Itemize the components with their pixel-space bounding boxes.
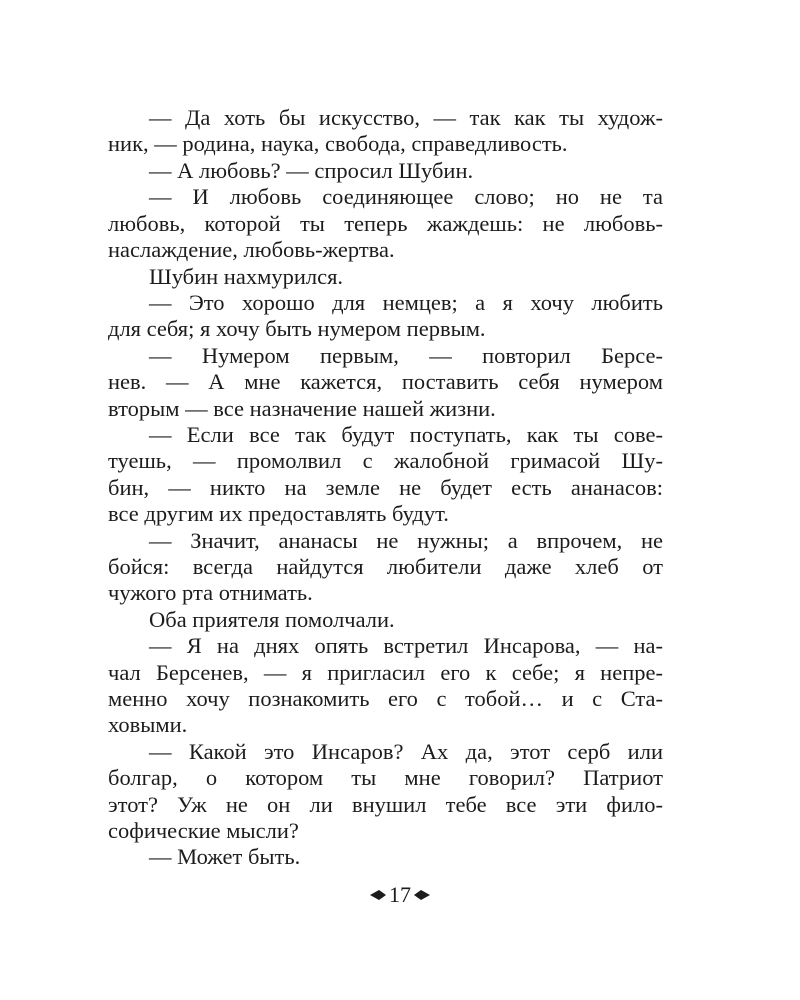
text-line: — Какой это Инсаров? Ах да, этот серб или (149, 739, 663, 764)
text-line: — Если все так будут поступать, как ты сове- (149, 422, 663, 447)
text-line: — И любовь соединяющее слово; но не та (149, 184, 663, 209)
text-line: — Нумером первым, — повторил Берсе- (149, 343, 663, 368)
text-line: для себя; я хочу быть нумером первым. (108, 316, 486, 341)
text-line: — Значит, ананасы не нужны; а впрочем, не (149, 528, 663, 553)
text-line: Шубин нахмурился. (149, 264, 344, 289)
left-ornament-icon (370, 889, 386, 901)
text-line: софические мысли? (108, 818, 299, 843)
text-line: чужого рта отнимать. (108, 580, 313, 605)
text-line: туешь, — промолвил с жалобной гримасой Шу- (108, 448, 663, 473)
text-line: — Это хорошо для немцев; а я хочу любить (149, 290, 663, 315)
page-number-text: 17 (389, 882, 411, 907)
text-line: нев. — А мне кажется, поставить себя нумером (108, 369, 663, 394)
text-line: ник, — родина, наука, свобода, справедливость. (108, 131, 568, 156)
text-line: бин, — никто на земле не будет есть ананасов: (108, 475, 663, 500)
text-line: Оба приятеля помолчали. (149, 607, 395, 632)
text-line: этот? Уж не он ли внушил тебе все эти фило- (108, 792, 663, 817)
text-line: вторым — все назначение нашей жизни. (108, 396, 496, 421)
text-line: наслаждение, любовь-жертва. (108, 237, 395, 262)
page-number (330, 880, 470, 910)
text-line: — А любовь? — спросил Шубин. (149, 158, 474, 183)
text-line: — Да хоть бы искусство, — так как ты худож- (149, 105, 663, 130)
text-line: менно хочу познакомить его с тобой… и с Ста- (108, 686, 663, 711)
text-line: чал Берсенев, — я пригласил его к себе; я непре- (108, 660, 663, 685)
text-line: ховыми. (108, 712, 188, 737)
text-line: любовь, которой ты теперь жаждешь: не любовь- (108, 211, 663, 236)
right-ornament-icon (414, 889, 430, 901)
text-line: — Может быть. (149, 844, 301, 869)
text-line: болгар, о котором ты мне говорил? Патриот (108, 765, 663, 790)
text-line: бойся: всегда найдутся любители даже хлеб от (108, 554, 663, 579)
text-line: все другим их предоставлять будут. (108, 501, 449, 526)
text-line: — Я на днях опять встретил Инсарова, — на- (149, 633, 663, 658)
